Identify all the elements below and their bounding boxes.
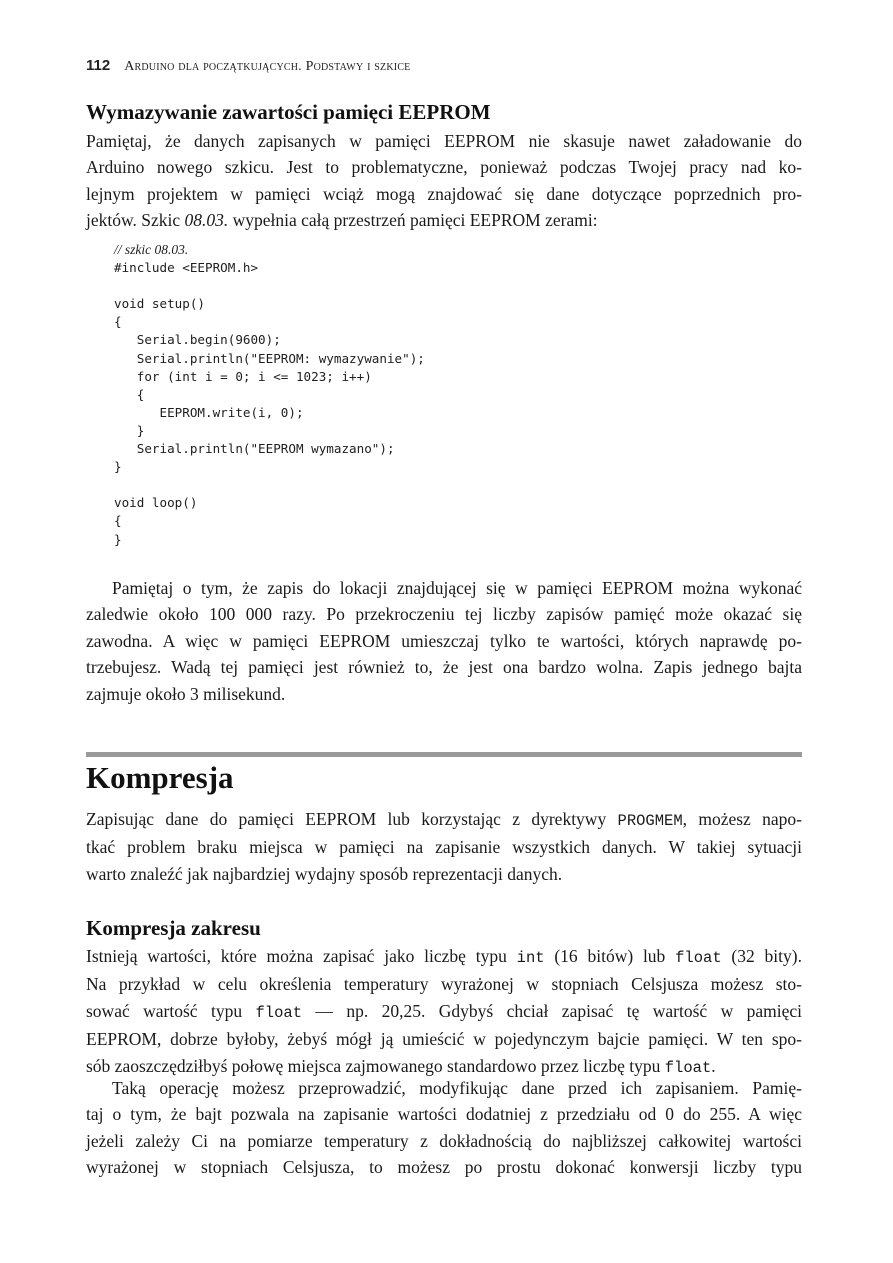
text-line: taj o tym, że bajt pozwala na zapisanie wartości dodatniej z przedziału od 0 do 255. A więc bbox=[86, 1104, 802, 1125]
text-line: lejnym projektem w pamięci wciąż mogą znajdować się dane dotyczące poprzednich pro- bbox=[86, 183, 802, 204]
text-line: wyrażonej w stopniach Celsjusza, to możesz po prostu dokonać konwersji liczby typu bbox=[86, 1157, 802, 1178]
code-comment: // szkic 08.03. bbox=[114, 242, 189, 257]
text-line: sób zaoszczędziłbyś połowę miejsca zajmowanego standardowo przez liczbę typu float. bbox=[86, 1055, 716, 1077]
text-line: Taką operację możesz przeprowadzić, modyfikując dane przed ich zapisaniem. Pamię- bbox=[112, 1078, 802, 1098]
section-heading-eeprom-erase: Wymazywanie zawartości pamięci EEPROM bbox=[86, 100, 491, 124]
text-line: Arduino nowego szkicu. Jest to problematyczne, ponieważ podczas Twojej pracy nad ko- bbox=[86, 157, 802, 178]
text-line: Na przykład w celu określenia temperatury wyrażonej w stopniach Celsjusza możesz sto- bbox=[86, 974, 802, 995]
text-line: tkać problem braku miejsca w pamięci na zapisanie wszystkich danych. W takiej sytuacji bbox=[86, 837, 802, 858]
paragraph-eeprom-limits bbox=[86, 575, 802, 707]
text-line: jeżeli zależy Ci na pomiarze temperatury z dokładnością do najbliższej całkowitej wartości bbox=[86, 1130, 802, 1151]
paragraph-byte-conversion bbox=[86, 1075, 802, 1181]
chapter-heading-kompresja: Kompresja bbox=[86, 760, 234, 795]
section-heading-range-compression: Kompresja zakresu bbox=[86, 916, 261, 940]
inline-code: int bbox=[516, 949, 545, 967]
section-divider bbox=[86, 752, 802, 757]
inline-code: float bbox=[664, 1058, 712, 1077]
text-line: zawodna. A więc w pamięci EEPROM umieszczaj tylko te wartości, których naprawdę po- bbox=[86, 630, 802, 651]
text-line: Zapisując dane do pamięci EEPROM lub korzystając z dyrektywy PROGMEM, możesz napo- bbox=[86, 809, 802, 830]
text-line: zaledwie około 100 000 razy. Po przekroczeniu tej liczby zapisów pamięć może okazać się bbox=[86, 604, 802, 625]
paragraph-eeprom-erase-intro bbox=[86, 128, 802, 234]
text-line: sować wartość typu float — np. 20,25. Gdybyś chciał zapisać tę wartość w pamięci bbox=[86, 1000, 802, 1022]
text-line: Istnieją wartości, które można zapisać jako liczbę typu int (16 bitów) lub float (32 bity). bbox=[86, 946, 802, 967]
paragraph-range-compression bbox=[86, 943, 802, 1081]
text-line: jektów. Szkic 08.03. wypełnia całą przestrzeń pamięci EEPROM zerami: bbox=[86, 210, 598, 231]
text-line: trzebujesz. Wadą tej pamięci jest również to, że jest ona bardzo wolna. Zapis jednego bajta bbox=[86, 657, 802, 678]
inline-code: PROGMEM bbox=[617, 812, 683, 830]
running-header bbox=[86, 57, 411, 75]
text-line: Pamiętaj, że danych zapisanych w pamięci EEPROM nie skasuje nawet załadowanie do bbox=[86, 131, 802, 151]
inline-code: float bbox=[255, 1003, 303, 1022]
inline-code: float bbox=[675, 949, 722, 967]
code-listing bbox=[114, 241, 425, 549]
sketch-reference: 08.03. bbox=[184, 210, 229, 231]
text-line: EEPROM, dobrze byłoby, żebyś mógł ją umieścić w pojedynczym bajcie pamięci. W ten spo- bbox=[86, 1029, 802, 1050]
running-title: Arduino dla początkujących. Podstawy i szkice bbox=[124, 59, 411, 74]
page-number: 112 bbox=[86, 57, 111, 74]
text-line: warto znaleźć jak najbardziej wydajny sposób reprezentacji danych. bbox=[86, 863, 563, 884]
paragraph-compression-intro bbox=[86, 806, 802, 887]
text-line: Pamiętaj o tym, że zapis do lokacji znajdującej się w pamięci EEPROM można wykonać bbox=[112, 578, 802, 598]
text-line: zajmuje około 3 milisekund. bbox=[86, 683, 286, 704]
code-body: #include <EEPROM.h> void setup() { Serial.begin(9600); Serial.println("EEPROM: wymazywanie"); for (int i = 0; i <= 1023; i++) { EEPROM.write(i, 0); } Serial.println("EEPROM wymazano"); } void loop() { } bbox=[114, 260, 425, 547]
